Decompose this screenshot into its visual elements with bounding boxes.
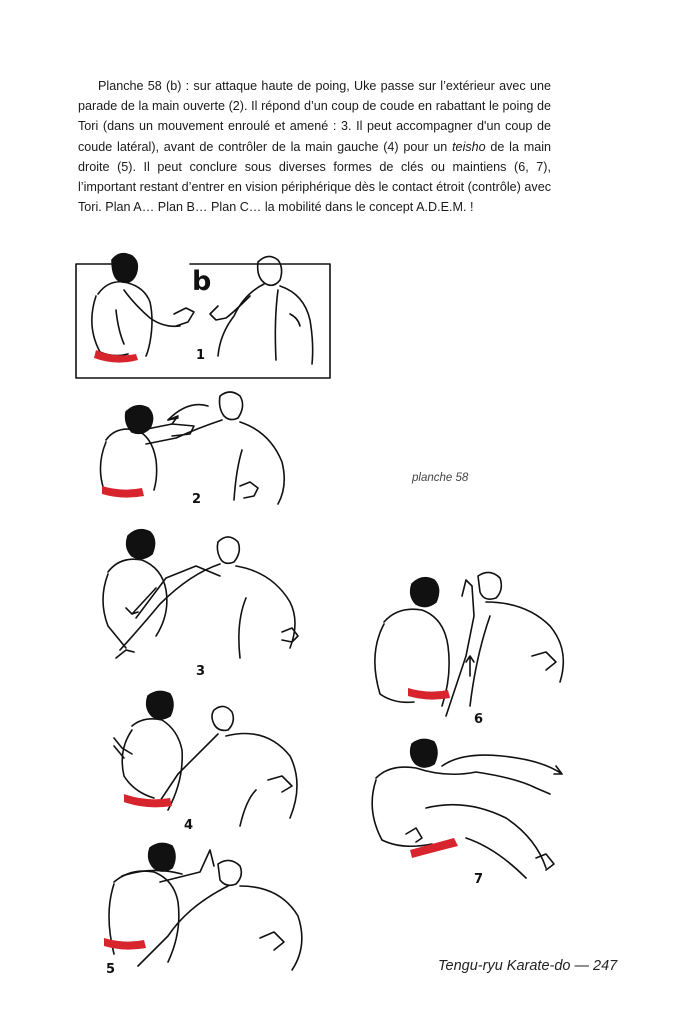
figure-number-3: 3 — [196, 664, 206, 679]
figure-number-6: 6 — [474, 712, 484, 727]
illustration-7-drawing — [366, 738, 582, 888]
illustration-7 — [366, 738, 582, 888]
panel-letter: b — [192, 266, 212, 297]
illustration-5-drawing — [100, 842, 316, 972]
illustration-4 — [96, 690, 308, 830]
figure-number-2: 2 — [192, 492, 202, 507]
red-belt-1 — [94, 350, 138, 363]
illustration-2 — [92, 390, 302, 508]
illustration-6 — [366, 566, 582, 716]
paragraph-italic-term: teisho — [452, 139, 486, 154]
figure-number-7: 7 — [474, 872, 484, 887]
figure-number-4: 4 — [184, 818, 194, 833]
body-paragraph — [78, 76, 551, 217]
red-belt-6 — [408, 688, 450, 700]
illustration-4-drawing — [96, 690, 308, 830]
paragraph-text-end: de la main droite (5). Il peut conclure sous diverses formes de clés ou maintiens (6, 7), l’important restant d’entrer en vision périphérique dès le contact étroit (contrôle) avec Tori. Plan A… Plan B… Plan C… la mobilité dans le concept A.D.E.M. ! — [78, 139, 552, 215]
illustration-6-drawing — [366, 566, 582, 716]
illustration-3-drawing — [96, 528, 308, 668]
illustration-3 — [96, 528, 308, 668]
page-footer: Tengu-ryu Karate-do — 247 — [438, 958, 618, 974]
figure-caption: planche 58 — [412, 472, 469, 484]
red-belt-5 — [104, 938, 146, 950]
figure-number-1: 1 — [196, 348, 206, 363]
figure-number-5: 5 — [106, 962, 116, 977]
paragraph-text-start: Planche 58 (b) : sur attaque haute de poing, Uke passe sur l’extérieur avec une parade de la main ouverte (2). Il répond d’un coup de coude en rabattant le poing de Tori (dans un mouvement enroulé et amené : 3. Il peut accompagner d'un coup de coude latéral), avant de contrôler de la main gauche (4) pour un — [78, 79, 551, 154]
red-belt-2 — [102, 486, 144, 498]
illustration-5 — [100, 842, 316, 972]
illustration-2-drawing — [92, 390, 302, 508]
